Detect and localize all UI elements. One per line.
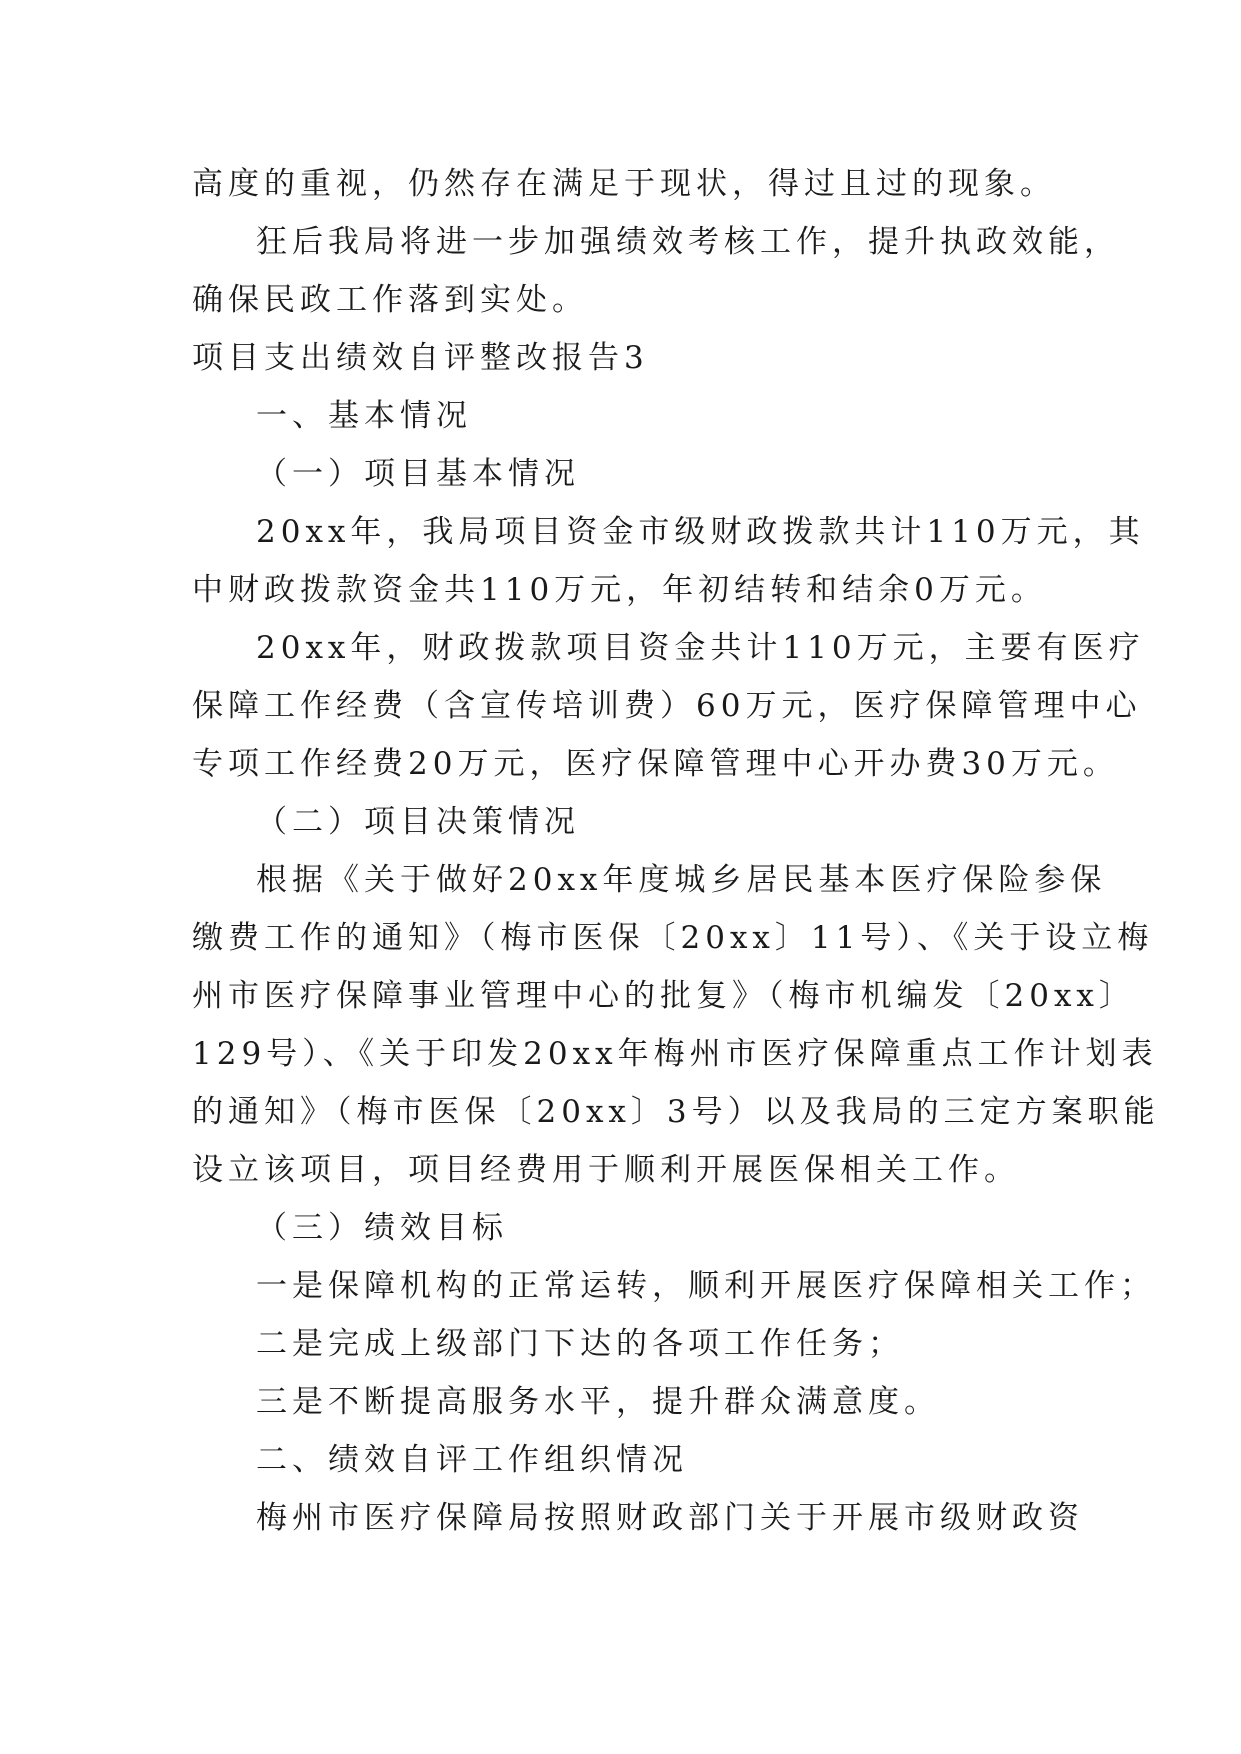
subheading-project-basic: （一）项目基本情况 [256,456,580,492]
paragraph-line-24: 梅州市医疗保障局按照财政部门关于开展市级财政资 [256,1500,1084,1536]
paragraph-line-10: 保障工作经费（含宣传培训费）60万元，医疗保障管理中心 [192,688,1142,724]
paragraph-line-2: 狂后我局将进一步加强绩效考核工作，提升执政效能， [256,224,1120,260]
subheading-project-decision: （二）项目决策情况 [256,804,580,840]
paragraph-line-1: 高度的重视，仍然存在满足于现状，得过且过的现象。 [192,166,1056,202]
paragraph-line-14: 缴费工作的通知》（梅市医保〔20xx〕11号）、《关于设立梅 [192,920,1154,956]
paragraph-line-15: 州市医疗保障事业管理中心的批复》（梅市机编发〔20xx〕 [192,978,1135,1014]
paragraph-line-13: 根据《关于做好20xx年度城乡居民基本医疗保险参保 [256,862,1107,898]
paragraph-line-18: 设立该项目，项目经费用于顺利开展医保相关工作。 [192,1152,1020,1188]
paragraph-line-3: 确保民政工作落到实处。 [192,282,588,318]
heading-self-evaluation: 二、绩效自评工作组织情况 [256,1442,688,1478]
subheading-performance-goals: （三）绩效目标 [256,1210,508,1246]
paragraph-line-16: 129号）、《关于印发20xx年梅州市医疗保障重点工作计划表 [192,1036,1158,1072]
paragraph-line-7: 20xx年，我局项目资金市级财政拨款共计110万元，其 [256,514,1145,550]
heading-basic-situation: 一、基本情况 [256,398,472,434]
goal-item-2: 二是完成上级部门下达的各项工作任务； [256,1326,904,1362]
paragraph-line-9: 20xx年，财政拨款项目资金共计110万元，主要有医疗 [256,630,1145,666]
goal-item-1: 一是保障机构的正常运转，顺利开展医疗保障相关工作； [256,1268,1156,1304]
section-heading: 项目支出绩效自评整改报告3 [192,340,649,376]
goal-item-3: 三是不断提高服务水平，提升群众满意度。 [256,1384,940,1420]
paragraph-line-11: 专项工作经费20万元，医疗保障管理中心开办费30万元。 [192,746,1119,782]
paragraph-line-17: 的通知》（梅市医保〔20xx〕3号）以及我局的三定方案职能 [192,1094,1160,1130]
paragraph-line-8: 中财政拨款资金共110万元，年初结转和结余0万元。 [192,572,1047,608]
